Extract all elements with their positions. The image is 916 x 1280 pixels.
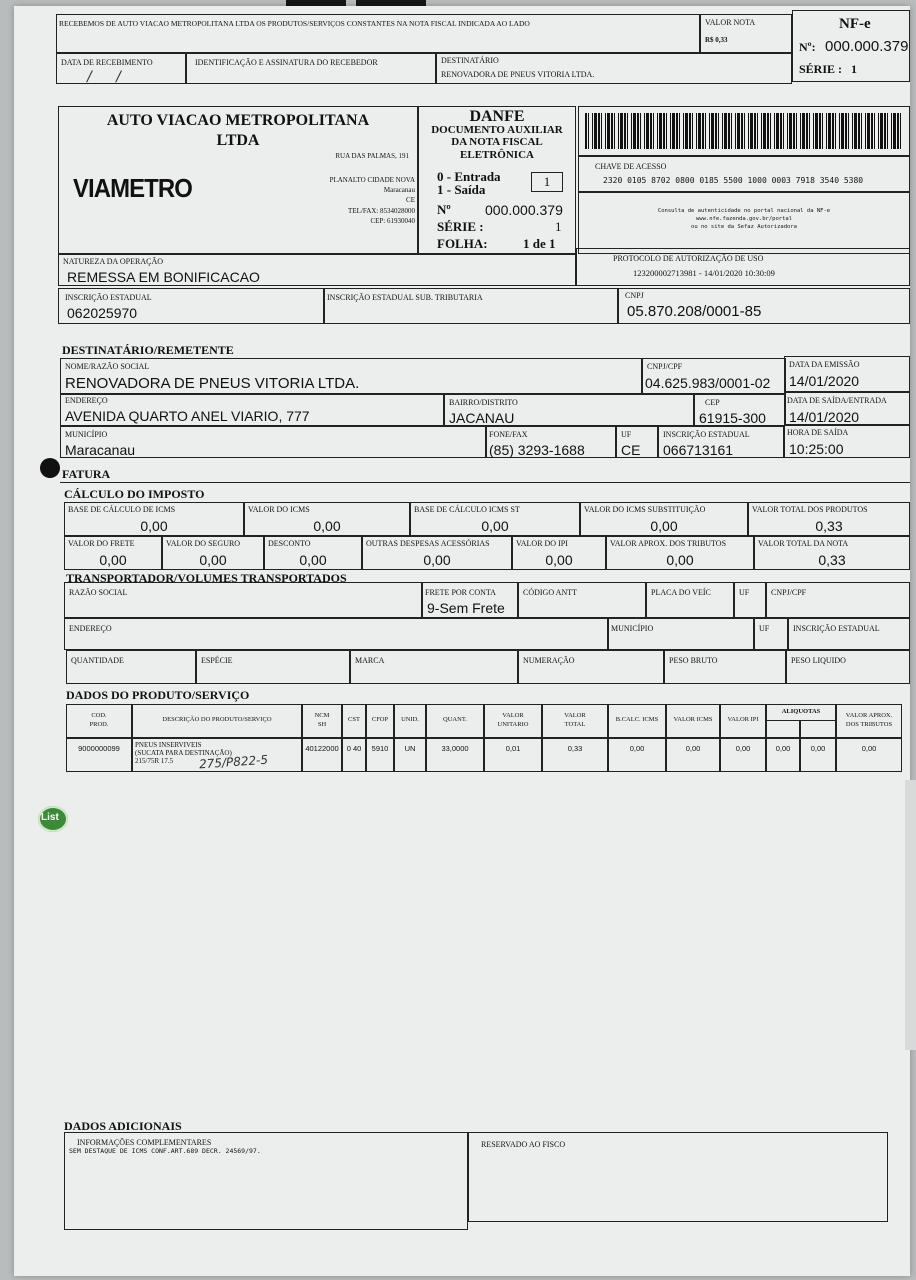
imposto-value: 0,33 <box>815 518 843 534</box>
transp-cnpj-label: CNPJ/CPF <box>771 588 807 597</box>
canhoto-destinatario: RENOVADORA DE PNEUS VITORIA LTDA. <box>441 70 595 79</box>
canhoto-serie-label: SÉRIE : <box>799 62 843 76</box>
imposto-cell <box>162 536 264 570</box>
prod-header-label: B.CALC. ICMS <box>615 716 659 723</box>
produtos-section: DADOS DO PRODUTO/SERVIÇO <box>66 688 250 702</box>
dest-uf-box <box>616 426 658 458</box>
prod-cell-vipi <box>720 738 766 772</box>
dest-fone-box <box>486 426 616 458</box>
transp-cnpj-box <box>766 582 910 618</box>
transp-ie-box <box>788 618 910 650</box>
imposto-label: VALOR APROX. DOS TRIBUTOS <box>610 539 727 548</box>
imposto-label: OUTRAS DESPESAS ACESSÓRIAS <box>366 539 490 548</box>
dest-cnpj-box <box>642 358 786 394</box>
natureza-value: REMESSA EM BONIFICACAO <box>67 269 260 285</box>
prod-header-label: DESCRIÇÃO DO PRODUTO/SERVIÇO <box>162 716 272 723</box>
natureza-label: NATUREZA DA OPERAÇÃO <box>63 257 164 266</box>
canhoto-nfe <box>792 10 910 82</box>
prod-header-label: VALOR ICMS <box>673 716 713 723</box>
prod-value: 40122000 <box>305 744 339 753</box>
prod-header-cod <box>66 704 132 738</box>
prod-value: 0 40 <box>346 744 362 753</box>
imposto-cell <box>64 536 162 570</box>
imposto-value: 0,00 <box>313 518 341 534</box>
imposto-label: VALOR DO SEGURO <box>166 539 241 548</box>
danfe-folha: 1 de 1 <box>523 236 556 251</box>
prod-value: (SUCATA PARA DESTINAÇÃO) <box>135 749 232 757</box>
transp-frete: 9-Sem Frete <box>427 600 505 616</box>
dest-fone: (85) 3293-1688 <box>489 442 585 458</box>
danfe-entrada: 0 - Entrada <box>437 169 501 184</box>
prod-header-label: UNITARIO <box>497 721 529 728</box>
prod-header-vipi <box>720 704 766 738</box>
imposto-value: 0,00 <box>423 552 451 568</box>
chave-box <box>578 156 910 192</box>
emitente-bairro: PLANALTO CIDADE NOVA <box>329 176 415 184</box>
dest-uf: CE <box>621 442 641 458</box>
prod-header-label: PROD. <box>89 721 109 728</box>
transp-numeracao-label: NUMERAÇÃO <box>523 656 575 665</box>
imposto-cell <box>580 502 748 536</box>
imposto-value: 0,00 <box>545 552 573 568</box>
danfe-tipo: 1 <box>531 172 563 192</box>
dest-nome-box <box>60 358 642 394</box>
dest-saida-label: DATA DE SAÍDA/ENTRADA <box>787 396 887 405</box>
danfe-numero-label: Nº <box>437 202 451 217</box>
transp-razao-label: RAZÃO SOCIAL <box>69 588 128 597</box>
cnpj-emit-box <box>618 288 910 324</box>
imposto-section: CÁLCULO DO IMPOSTO <box>64 487 205 501</box>
danfe-box <box>418 106 576 254</box>
dest-bairro-box <box>444 394 694 426</box>
danfe-sub1: DOCUMENTO AUXILIAR <box>431 124 563 136</box>
emitente-telfax: TEL/FAX: 8534028000 <box>348 207 415 215</box>
valor-nota-label: VALOR NOTA <box>705 18 756 27</box>
prod-header-cfop <box>366 704 394 738</box>
prod-header-quant <box>426 704 484 738</box>
ie-label: INSCRIÇÃO ESTADUAL <box>65 293 152 302</box>
danfe-serie: 1 <box>555 219 562 234</box>
prod-value: 33,0000 <box>441 744 469 753</box>
emitente-endereco: RUA DAS PALMAS, 191 <box>335 152 409 160</box>
dest-ie-label: INSCRIÇÃO ESTADUAL <box>663 430 750 439</box>
prod-value: 0,00 <box>629 744 645 753</box>
prod-cell-vunit <box>484 738 542 772</box>
danfe-numero: 000.000.379 <box>485 202 563 218</box>
chave-value: 2320 0105 8702 0800 0185 5500 1000 0003 7918 3540 5380 <box>603 176 864 185</box>
imposto-value: 0,00 <box>666 552 694 568</box>
transp-pliquido-box <box>786 650 910 684</box>
prod-value: 0,01 <box>505 744 521 753</box>
dest-cep: 61915-300 <box>699 410 766 426</box>
prod-value: 0,00 <box>735 744 751 753</box>
prod-header-descricao <box>132 704 302 738</box>
natureza-box <box>58 254 576 286</box>
dest-emissao-box <box>784 356 910 392</box>
imposto-label: DESCONTO <box>268 539 311 548</box>
barcode-box <box>578 106 910 156</box>
prod-cell-descricao <box>132 738 302 772</box>
transp-section: TRANSPORTADOR/VOLUMES TRANSPORTADOS <box>66 571 347 585</box>
transp-qtd-box <box>66 650 196 684</box>
transp-pbruto-label: PESO BRUTO <box>669 656 718 665</box>
dest-emissao: 14/01/2020 <box>789 373 860 389</box>
prod-header-label: UNID. <box>401 716 419 723</box>
consulta-2: www.nfe.fazenda.gov.br/portal <box>695 216 793 222</box>
prod-header-label: DOS TRIBUTOS <box>845 721 893 728</box>
transp-frete-box <box>422 582 518 618</box>
prod-header-label: COD. <box>91 712 107 719</box>
fatura-section: FATURA <box>62 467 111 481</box>
imposto-cell <box>64 502 244 536</box>
dest-endereco-box <box>60 394 444 426</box>
transp-endereco-label: ENDEREÇO <box>69 624 112 633</box>
prod-header-vicms <box>666 704 720 738</box>
transp-marca-box <box>350 650 518 684</box>
emitente-box <box>58 106 418 254</box>
fatura-line <box>60 482 910 483</box>
transp-placa-box <box>646 582 734 618</box>
dest-bairro: JACANAU <box>449 410 515 426</box>
dest-cnpj: 04.625.983/0001-02 <box>645 375 771 391</box>
prod-value: 0,00 <box>685 744 701 753</box>
prod-value: 215/75R 17.5 <box>135 757 174 765</box>
prod-cell-aipi <box>800 738 836 772</box>
transp-ie-label: INSCRIÇÃO ESTADUAL <box>793 624 880 633</box>
danfe-serie-label: SÉRIE : <box>437 219 484 234</box>
dest-endereco: AVENIDA QUARTO ANEL VIARIO, 777 <box>65 408 310 424</box>
prod-value: PNEUS INSERVIVEIS <box>135 741 202 749</box>
identificacao-label: IDENTIFICAÇÃO E ASSINATURA DO RECEBEDOR <box>195 58 378 67</box>
transp-especie-label: ESPÉCIE <box>201 656 233 665</box>
dest-bairro-label: BAIRRO/DISTRITO <box>449 398 518 407</box>
adicionais-section: DADOS ADICIONAIS <box>64 1119 182 1133</box>
background-strip <box>905 780 916 1050</box>
emitente-cidade: Maracanau <box>383 186 415 194</box>
dest-municipio-box <box>60 426 486 458</box>
transp-frete-label: FRETE POR CONTA <box>425 588 496 597</box>
danfe-sub3: ELETRÔNICA <box>460 149 534 161</box>
prod-header-label: VALOR APROX. <box>845 712 893 719</box>
adicionais-info-box <box>64 1132 468 1230</box>
canhoto-numero: 000.000.379 <box>825 38 909 55</box>
cnpj-emit-value: 05.870.208/0001-85 <box>627 303 762 320</box>
prod-value: 0,33 <box>567 744 583 753</box>
prod-header-vtotal <box>542 704 608 738</box>
adicionais-info: SEM DESTAQUE DE ICMS CONF.ART.689 DECR. 24569/97. <box>69 1147 261 1155</box>
prod-header-label: CFOP <box>371 716 389 723</box>
canhoto-data-recebimento <box>56 52 186 84</box>
imposto-value: 0,00 <box>140 518 168 534</box>
nfe-label: NF-e <box>839 16 871 32</box>
danfe-saida: 1 - Saída <box>437 182 486 197</box>
prod-header-aliquotas-label: ALIQUOTAS <box>781 708 821 715</box>
prod-header-aliquotas <box>766 704 836 721</box>
data-recebimento-hand: / / <box>87 69 131 85</box>
prod-cell-aprox <box>836 738 902 772</box>
prod-header-label: TOTAL <box>564 721 586 728</box>
prod-cell-ncm <box>302 738 342 772</box>
prod-header-label: CST <box>348 716 360 723</box>
imposto-label: BASE DE CÁLCULO ICMS ST <box>414 505 520 514</box>
adicionais-fisco-box <box>468 1132 888 1222</box>
imposto-cell <box>264 536 362 570</box>
consulta-3: ou no site da Sefaz Autorizadora <box>691 224 797 230</box>
prod-header-bcalc <box>608 704 666 738</box>
imposto-value: 0,00 <box>199 552 227 568</box>
dest-emissao-label: DATA DA EMISSÃO <box>789 360 860 369</box>
canhoto-recebemos <box>56 14 700 54</box>
transp-uf-box <box>734 582 766 618</box>
imposto-cell <box>754 536 910 570</box>
prod-cell-bcalc <box>608 738 666 772</box>
prod-header-label: VALOR <box>502 712 524 719</box>
dest-uf-label: UF <box>621 430 632 439</box>
imposto-label: VALOR TOTAL DA NOTA <box>758 539 849 548</box>
imposto-value: 0,00 <box>299 552 327 568</box>
dest-endereco-label: ENDEREÇO <box>65 396 108 405</box>
adicionais-info-label: INFORMAÇÕES COMPLEMENTARES <box>77 1138 212 1147</box>
canhoto-destinatario <box>436 52 792 84</box>
dest-hora-label: HORA DE SAÍDA <box>787 428 849 437</box>
transp-endereco-box <box>64 618 608 650</box>
dest-cnpj-label: CNPJ/CPF <box>647 362 683 371</box>
prod-value: 0,00 <box>775 744 791 753</box>
dest-ie: 066713161 <box>663 442 734 458</box>
list-sticker-text: List <box>41 812 59 823</box>
prod-value: 0,00 <box>861 744 877 753</box>
imposto-value: 0,00 <box>481 518 509 534</box>
transp-numeracao-box <box>518 650 664 684</box>
ie-box <box>58 288 324 324</box>
ie-st-box <box>324 288 618 324</box>
imposto-label: VALOR DO FRETE <box>68 539 135 548</box>
protocolo-value: 123200002713981 - 14/01/2020 10:30:09 <box>633 268 775 278</box>
barcode <box>585 113 903 149</box>
imposto-cell <box>410 502 580 536</box>
emitente-nome-2: LTDA <box>216 132 260 149</box>
transp-municipio-box <box>608 618 754 650</box>
ie-value: 062025970 <box>67 305 138 321</box>
emitente-uf: CE <box>406 196 415 204</box>
prod-value: 0,00 <box>810 744 826 753</box>
transp-antt-box <box>518 582 646 618</box>
dest-section: DESTINATÁRIO/REMETENTE <box>62 343 234 357</box>
prod-hand-note: 275/P822-5 <box>198 752 269 772</box>
protocolo-label: PROTOCOLO DE AUTORIZAÇÃO DE USO <box>613 254 764 263</box>
canhoto-destinatario-label: DESTINATÁRIO <box>441 56 499 65</box>
prod-header-ncm <box>302 704 342 738</box>
valor-nota: R$ 0,33 <box>705 36 728 44</box>
dest-nome: RENOVADORA DE PNEUS VITORIA LTDA. <box>65 375 360 392</box>
dest-saida: 14/01/2020 <box>789 409 860 425</box>
data-recebimento-label: DATA DE RECEBIMENTO <box>61 58 153 67</box>
danfe-document <box>14 6 910 1276</box>
prod-cell-cod <box>66 738 132 772</box>
adicionais-fisco-label: RESERVADO AO FISCO <box>481 1140 566 1149</box>
prod-header-label: VALOR IPI <box>727 716 759 723</box>
dest-hora: 10:25:00 <box>789 441 844 457</box>
canhoto-valor-nota <box>700 14 792 54</box>
transp-razao-box <box>64 582 422 618</box>
prod-cell-vtotal <box>542 738 608 772</box>
prod-header-label: VALOR <box>564 712 586 719</box>
list-sticker <box>38 806 68 832</box>
prod-header-aprox <box>836 704 902 738</box>
prod-header-vunit <box>484 704 542 738</box>
dest-nome-label: NOME/RAZÃO SOCIAL <box>65 362 150 371</box>
imposto-label: VALOR TOTAL DOS PRODUTOS <box>752 505 868 514</box>
dest-ie-box <box>658 426 784 458</box>
prod-header-cst <box>342 704 366 738</box>
consulta-1: Consulta de autenticidade no portal nacional da NF-e <box>657 208 831 214</box>
transp-uf2-label: UF <box>759 624 770 633</box>
prod-value: 9000000099 <box>78 744 120 753</box>
prod-cell-cst <box>342 738 366 772</box>
prod-header-label: QUANT. <box>443 716 467 723</box>
transp-placa-label: PLACA DO VEÍC <box>651 588 711 597</box>
imposto-label: VALOR DO ICMS <box>248 505 310 514</box>
dest-hora-box <box>784 424 910 458</box>
transp-municipio-label: MUNICÍPIO <box>611 624 654 633</box>
dest-cep-label: CEP <box>705 398 720 407</box>
danfe-title: DANFE <box>469 108 525 125</box>
prod-header-label: SH <box>317 721 327 728</box>
prod-cell-cfop <box>366 738 394 772</box>
canhoto-identificacao <box>186 52 436 84</box>
recebemos-text: RECEBEMOS DE AUTO VIACAO METROPOLITANA LTDA OS PRODUTOS/SERVIÇOS CONSTANTES NA NOTA FISCAL INDICADA AO LADO <box>59 19 530 28</box>
cnpj-emit-label: CNPJ <box>625 291 644 300</box>
dest-fone-label: FONE/FAX <box>489 430 528 439</box>
transp-antt-label: CÓDIGO ANTT <box>523 588 577 597</box>
punch-hole <box>40 458 60 478</box>
protocolo-box <box>576 248 910 286</box>
transp-uf2-box <box>754 618 788 650</box>
imposto-value: 0,00 <box>650 518 678 534</box>
prod-value: 5910 <box>371 744 389 753</box>
prod-header-unid <box>394 704 426 738</box>
imposto-cell <box>606 536 754 570</box>
imposto-label: VALOR DO IPI <box>516 539 568 548</box>
prod-value: UN <box>404 744 416 753</box>
dest-municipio-label: MUNICÍPIO <box>65 430 108 439</box>
imposto-label: VALOR DO ICMS SUBSTITUIÇÃO <box>584 505 706 514</box>
prod-cell-aicms <box>766 738 800 772</box>
canhoto-serie: 1 <box>851 62 857 76</box>
emitente-cep: CEP: 61930040 <box>370 217 415 225</box>
transp-pbruto-box <box>664 650 786 684</box>
imposto-cell <box>362 536 512 570</box>
viametro-logo: VIAMETRO <box>73 173 192 203</box>
dest-cep-box <box>694 394 786 426</box>
imposto-label: BASE DE CÁLCULO DE ICMS <box>68 505 176 514</box>
imposto-value: 0,33 <box>818 552 846 568</box>
dest-saida-box <box>784 392 910 426</box>
prod-cell-vicms <box>666 738 720 772</box>
canhoto-numero-label: Nº: <box>799 40 816 54</box>
consulta-box <box>578 192 910 254</box>
imposto-cell <box>748 502 910 536</box>
imposto-cell <box>244 502 410 536</box>
transp-marca-label: MARCA <box>355 656 385 665</box>
prod-cell-quant <box>426 738 484 772</box>
transp-uf-label: UF <box>739 588 750 597</box>
imposto-cell <box>512 536 606 570</box>
imposto-value: 0,00 <box>99 552 127 568</box>
transp-qtd-label: QUANTIDADE <box>71 656 124 665</box>
emitente-nome-1: AUTO VIACAO METROPOLITANA <box>106 112 370 129</box>
dest-municipio: Maracanau <box>65 442 136 458</box>
transp-especie-box <box>196 650 350 684</box>
prod-header-label: NCM <box>314 712 330 719</box>
ie-st-label: INSCRIÇÃO ESTADUAL SUB. TRIBUTARIA <box>327 293 483 302</box>
transp-pliquido-label: PESO LIQUIDO <box>791 656 846 665</box>
chave-label: CHAVE DE ACESSO <box>595 162 667 171</box>
danfe-sub2: DA NOTA FISCAL <box>451 136 543 148</box>
prod-cell-unid <box>394 738 426 772</box>
danfe-folha-label: FOLHA: <box>437 236 488 251</box>
